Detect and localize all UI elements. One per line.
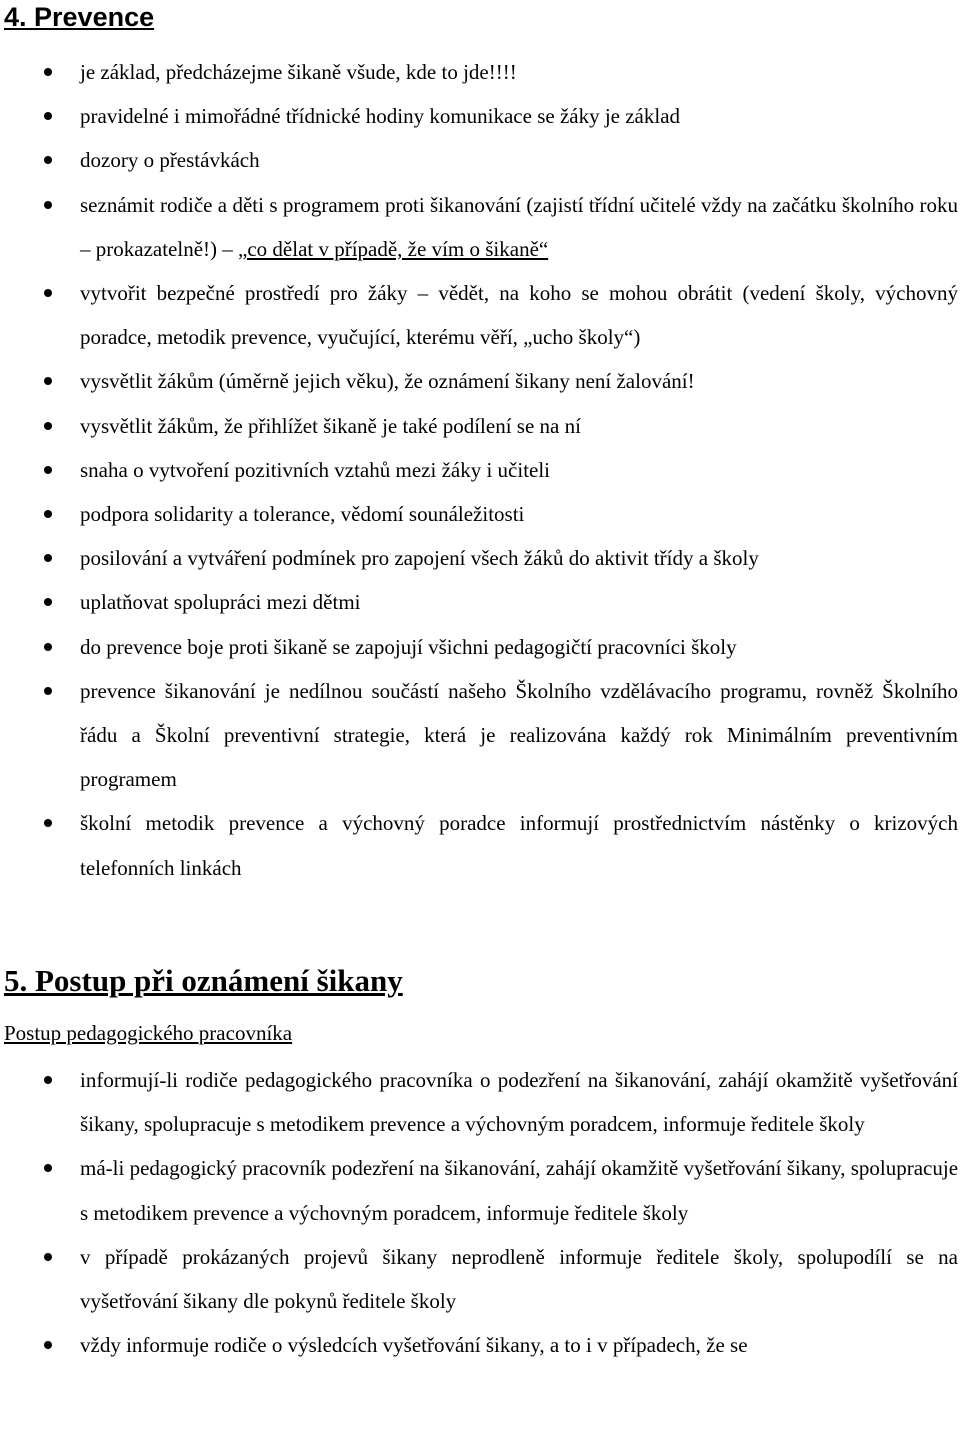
bullet-icon [44, 1341, 52, 1349]
list-item-text: v případě prokázaných projevů šikany neprodleně informuje ředitele školy, spolupodílí se na vyšetřování šikany dle pokynů ředitele školy [80, 1244, 958, 1314]
bullet-icon [44, 112, 52, 120]
subheading: Postup pedagogického pracovníka [4, 1021, 293, 1045]
list-item-text: má-li pedagogický pracovník podezření na šikanování, zahájí okamžitě vyšetřování šikany, spolupracuje s metodikem prevence a výchovným poradcem, informuje ředitele školy [80, 1156, 959, 1225]
bullet-icon [44, 598, 52, 606]
list-item [0, 801, 960, 889]
bullet-icon [44, 466, 52, 474]
prevention-list [0, 50, 960, 890]
list-item [0, 94, 960, 138]
section-4-heading: 4. Prevence [4, 2, 155, 32]
bullet-icon [44, 819, 52, 827]
list-item [0, 492, 960, 536]
list-item [0, 404, 960, 448]
list-item-text: snaha o vytvoření pozitivních vztahů mezi žáky i učiteli [80, 457, 551, 482]
bullet-icon [44, 289, 52, 297]
list-item [0, 669, 960, 802]
list-item [0, 1323, 960, 1367]
underlined-phrase: „co dělat v případě, že vím o šikaně“ [238, 236, 549, 261]
list-item [0, 271, 960, 359]
bullet-icon [44, 68, 52, 76]
bullet-icon [44, 377, 52, 385]
list-item-text: do prevence boje proti šikaně se zapojují všichni pedagogičtí pracovníci školy [80, 634, 737, 659]
list-item [0, 625, 960, 669]
list-item-text: vždy informuje rodiče o výsledcích vyšetřování šikany, a to i v případech, že se [80, 1333, 748, 1358]
bullet-icon [44, 1164, 52, 1172]
list-item-text: podpora solidarity a tolerance, vědomí sounáležitosti [80, 502, 525, 527]
list-item-text: prevence šikanování je nedílnou součástí našeho Školního vzdělávacího programu, rovněž Školního řádu a Školní preventivní strategie, která je realizována každý rok Minimálním preventivním programem [80, 678, 958, 792]
list-item [0, 1058, 960, 1146]
list-item-text: dozory o přestávkách [80, 148, 260, 173]
bullet-icon [44, 510, 52, 518]
list-item-text: posilování a vytváření podmínek pro zapojení všech žáků do aktivit třídy a školy [80, 546, 759, 571]
list-item-text: je základ, předcházejme šikaně všude, kde to jde!!!! [80, 60, 517, 84]
list-item-text: vysvětlit žákům (úměrně jejich věku), že oznámení šikany není žalování! [80, 369, 695, 394]
procedure-list [0, 1058, 960, 1367]
list-item-text: školní metodik prevence a výchovný poradce informují prostřednictvím nástěnky o krizových telefonních linkách [80, 811, 958, 880]
bullet-icon [44, 201, 52, 209]
list-item [0, 183, 960, 271]
section-5-heading: 5. Postup při oznámení šikany [4, 963, 403, 998]
list-item-text: uplatňovat spolupráci mezi dětmi [80, 590, 361, 615]
bullet-icon [44, 1253, 52, 1261]
bullet-icon [44, 687, 52, 695]
list-item [0, 50, 960, 94]
list-item [0, 1146, 960, 1234]
bullet-icon [44, 1076, 52, 1084]
bullet-icon [44, 643, 52, 651]
list-item-text: pravidelné i mimořádné třídnické hodiny komunikace se žáky je základ [80, 104, 681, 129]
list-item [0, 448, 960, 492]
list-item [0, 359, 960, 403]
list-item [0, 138, 960, 182]
list-item [0, 1235, 960, 1323]
list-item-text: vytvořit bezpečné prostředí pro žáky – vědět, na koho se mohou obrátit (vedení školy, výchovný poradce, metodik prevence, vyučující, kterému věří, „ucho školy“) [80, 281, 958, 350]
list-item [0, 580, 960, 624]
list-item-text: vysvětlit žákům, že přihlížet šikaně je také podílení se na ní [80, 413, 581, 438]
list-item [0, 536, 960, 580]
list-item-text [80, 183, 958, 271]
bullet-icon [44, 422, 52, 430]
bullet-icon [44, 554, 52, 562]
list-item-text-start: seznámit rodiče a děti s programem proti šikanování (zajistí třídní učitelé vždy na začátku školního roku – prokazatelně!) – [80, 192, 958, 261]
list-item-text: informují-li rodiče pedagogického pracovníka o podezření na šikanování, zahájí okamžitě vyšetřování šikany, spolupracuje s metodikem prevence a výchovným poradcem, informuje ředitele školy [80, 1068, 958, 1137]
bullet-icon [44, 156, 52, 164]
